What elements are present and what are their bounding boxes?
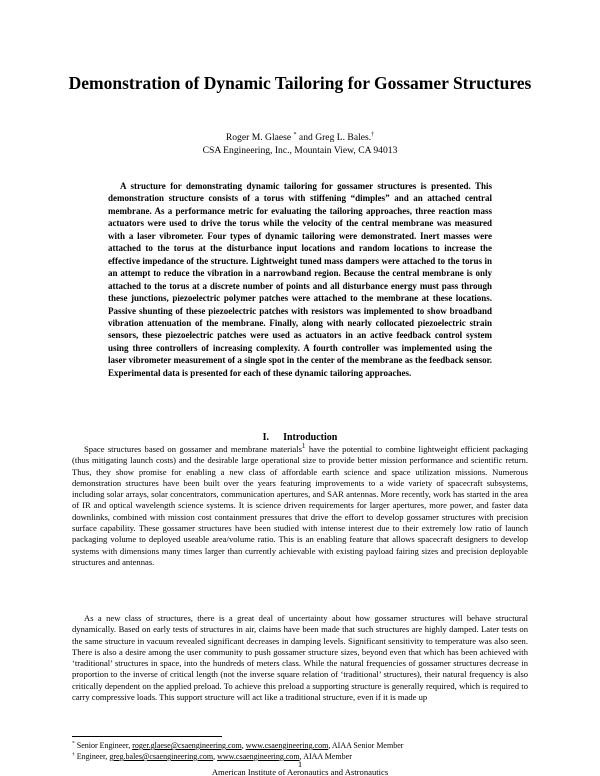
intro-paragraph-1: [72, 444, 528, 568]
email-link[interactable]: greg.bales@csaengineering.com: [109, 752, 214, 761]
author-and: and: [296, 132, 316, 143]
footnote-text: , AIAA Senior Member: [328, 741, 404, 750]
web-link[interactable]: www.csaengineering.com: [217, 752, 300, 761]
section-number: I.: [262, 432, 270, 443]
web-link[interactable]: www.csaengineering.com: [245, 741, 329, 750]
page-footer: American Institute of Aeronautics and Astronautics: [211, 769, 389, 776]
author-2-mark: †: [371, 131, 375, 138]
footnote-text: , AIAA Member: [299, 752, 352, 761]
footnote-1: [72, 741, 528, 752]
section-heading: [60, 431, 540, 444]
affiliation: CSA Engineering, Inc., Mountain View, CA 94013: [202, 145, 398, 156]
author-line: [60, 131, 540, 144]
footnote-1-mark: *: [72, 740, 75, 747]
footnote-text: Engineer,: [74, 752, 110, 761]
author-1: Roger M. Glaese: [225, 132, 292, 143]
author-1-mark: *: [293, 131, 297, 138]
paragraph-text: have the potential to combine lightweight efficient packaging (thus mitigating launch costs) and the desirable large operational size to provide better mission performance and scientific return. Thus, they show promise for enabling a new class of affordable earth science and space utilization missions. Numerous demonstration structures have been built over the years featuring improvements to a wide variety of spacecraft subsystems, including solar arrays, solar concentrators, communication apertures, and SAR antennas. More recently, work has started in the area of IR and optical wavelength science systems. It is science driven requirements for larger apertures, more power, and faster data downlinks, combined with mission cost containment pressures that drive the effort to develop gossamer structures with precision surface capability. These gossamer structures have been studied with intense interest due to their extremely low ratio of launch packaging volume to deployed useable area/volume ratio. This is an enabling feature that allows spacecraft designers to develop systems with dimensions many times larger than currently achievable with existing payload fairing sizes and precision deployable structures and antennas.: [72, 444, 529, 567]
section-title: Introduction: [283, 432, 338, 443]
author-2: Greg L. Bales.: [315, 132, 372, 143]
footnote-text: Senior Engineer,: [74, 741, 133, 750]
paper-title: Demonstration of Dynamic Tailoring for Gossamer Structures: [68, 73, 532, 93]
footnote-text: ,: [241, 741, 246, 750]
paragraph-text: Space structures based on gossamer and membrane materials: [84, 444, 302, 454]
email-link[interactable]: roger.glaese@csaengineering.com: [132, 741, 242, 750]
abstract: A structure for demonstrating dynamic tailoring for gossamer structures is presented. This demonstration structure consists of a torus with stiffening “dimples” and an attached central membrane. As a performance metric for evaluating the tailoring approaches, three reaction mass actuators were used to drive the torus while the velocity of the central membrane was measured with a laser vibrometer. Four types of dynamic tailoring were demonstrated. Inert masses were attached to the torus at the disturbance input locations and random locations to increase the effective impedance of the structure. Lightweight tuned mass dampers were attached to the torus in an attempt to reduce the vibration in a narrowband region. Because the central membrane is only attached to the torus at a discrete number of points and all disturbance energy must pass through these junctions, piezoelectric polymer patches were attached to the membrane at these locations. Passive shunting of these piezoelectric patches with resistors was implemented to show broadband vibration attenuation of the membrane. Finally, along with nearly collocated piezoelectric strain sensors, these piezoelectric patches were used as actuators in an active feedback control system using three controllers of increasing complexity. A fourth controller was implemented using the laser vibrometer measurement of a single spot in the center of the membrane as the feedback sensor. Experimental data is presented for each of these dynamic tailoring approaches.: [108, 181, 492, 378]
footnote-text: ,: [213, 752, 218, 761]
footnote-rule: [72, 736, 222, 737]
intro-paragraph-2: As a new class of structures, there is a great deal of uncertainty about how gossamer structures will behave structural dynamically. Based on early tests of structures in air, claims have been made that such structures are highly damped. Later tests on the same structure in vacuum revealed significant decreases in damping levels. Significant sensitivity to temperature was also seen. There is also a desire among the user community to push gossamer structure sizes, beyond even that which has been achieved with ‘traditional’ structures in space, into the hundreds of meters class. While the natural frequencies of gossamer structures decrease in proportion to the inverse of critical length (not the inverse square relation of ‘traditional’ structures), their natural frequency is also critically dependent on the applied preload. To achieve this preload a supporting structure is generally required, which is required to carry compressive loads. This support structure will act like a traditional structure, even if it is made up: [72, 613, 528, 703]
footnote-2-mark: †: [72, 751, 75, 758]
author-block: [60, 131, 540, 157]
reference-mark: 1: [301, 442, 306, 451]
page-number: 1: [297, 759, 303, 769]
